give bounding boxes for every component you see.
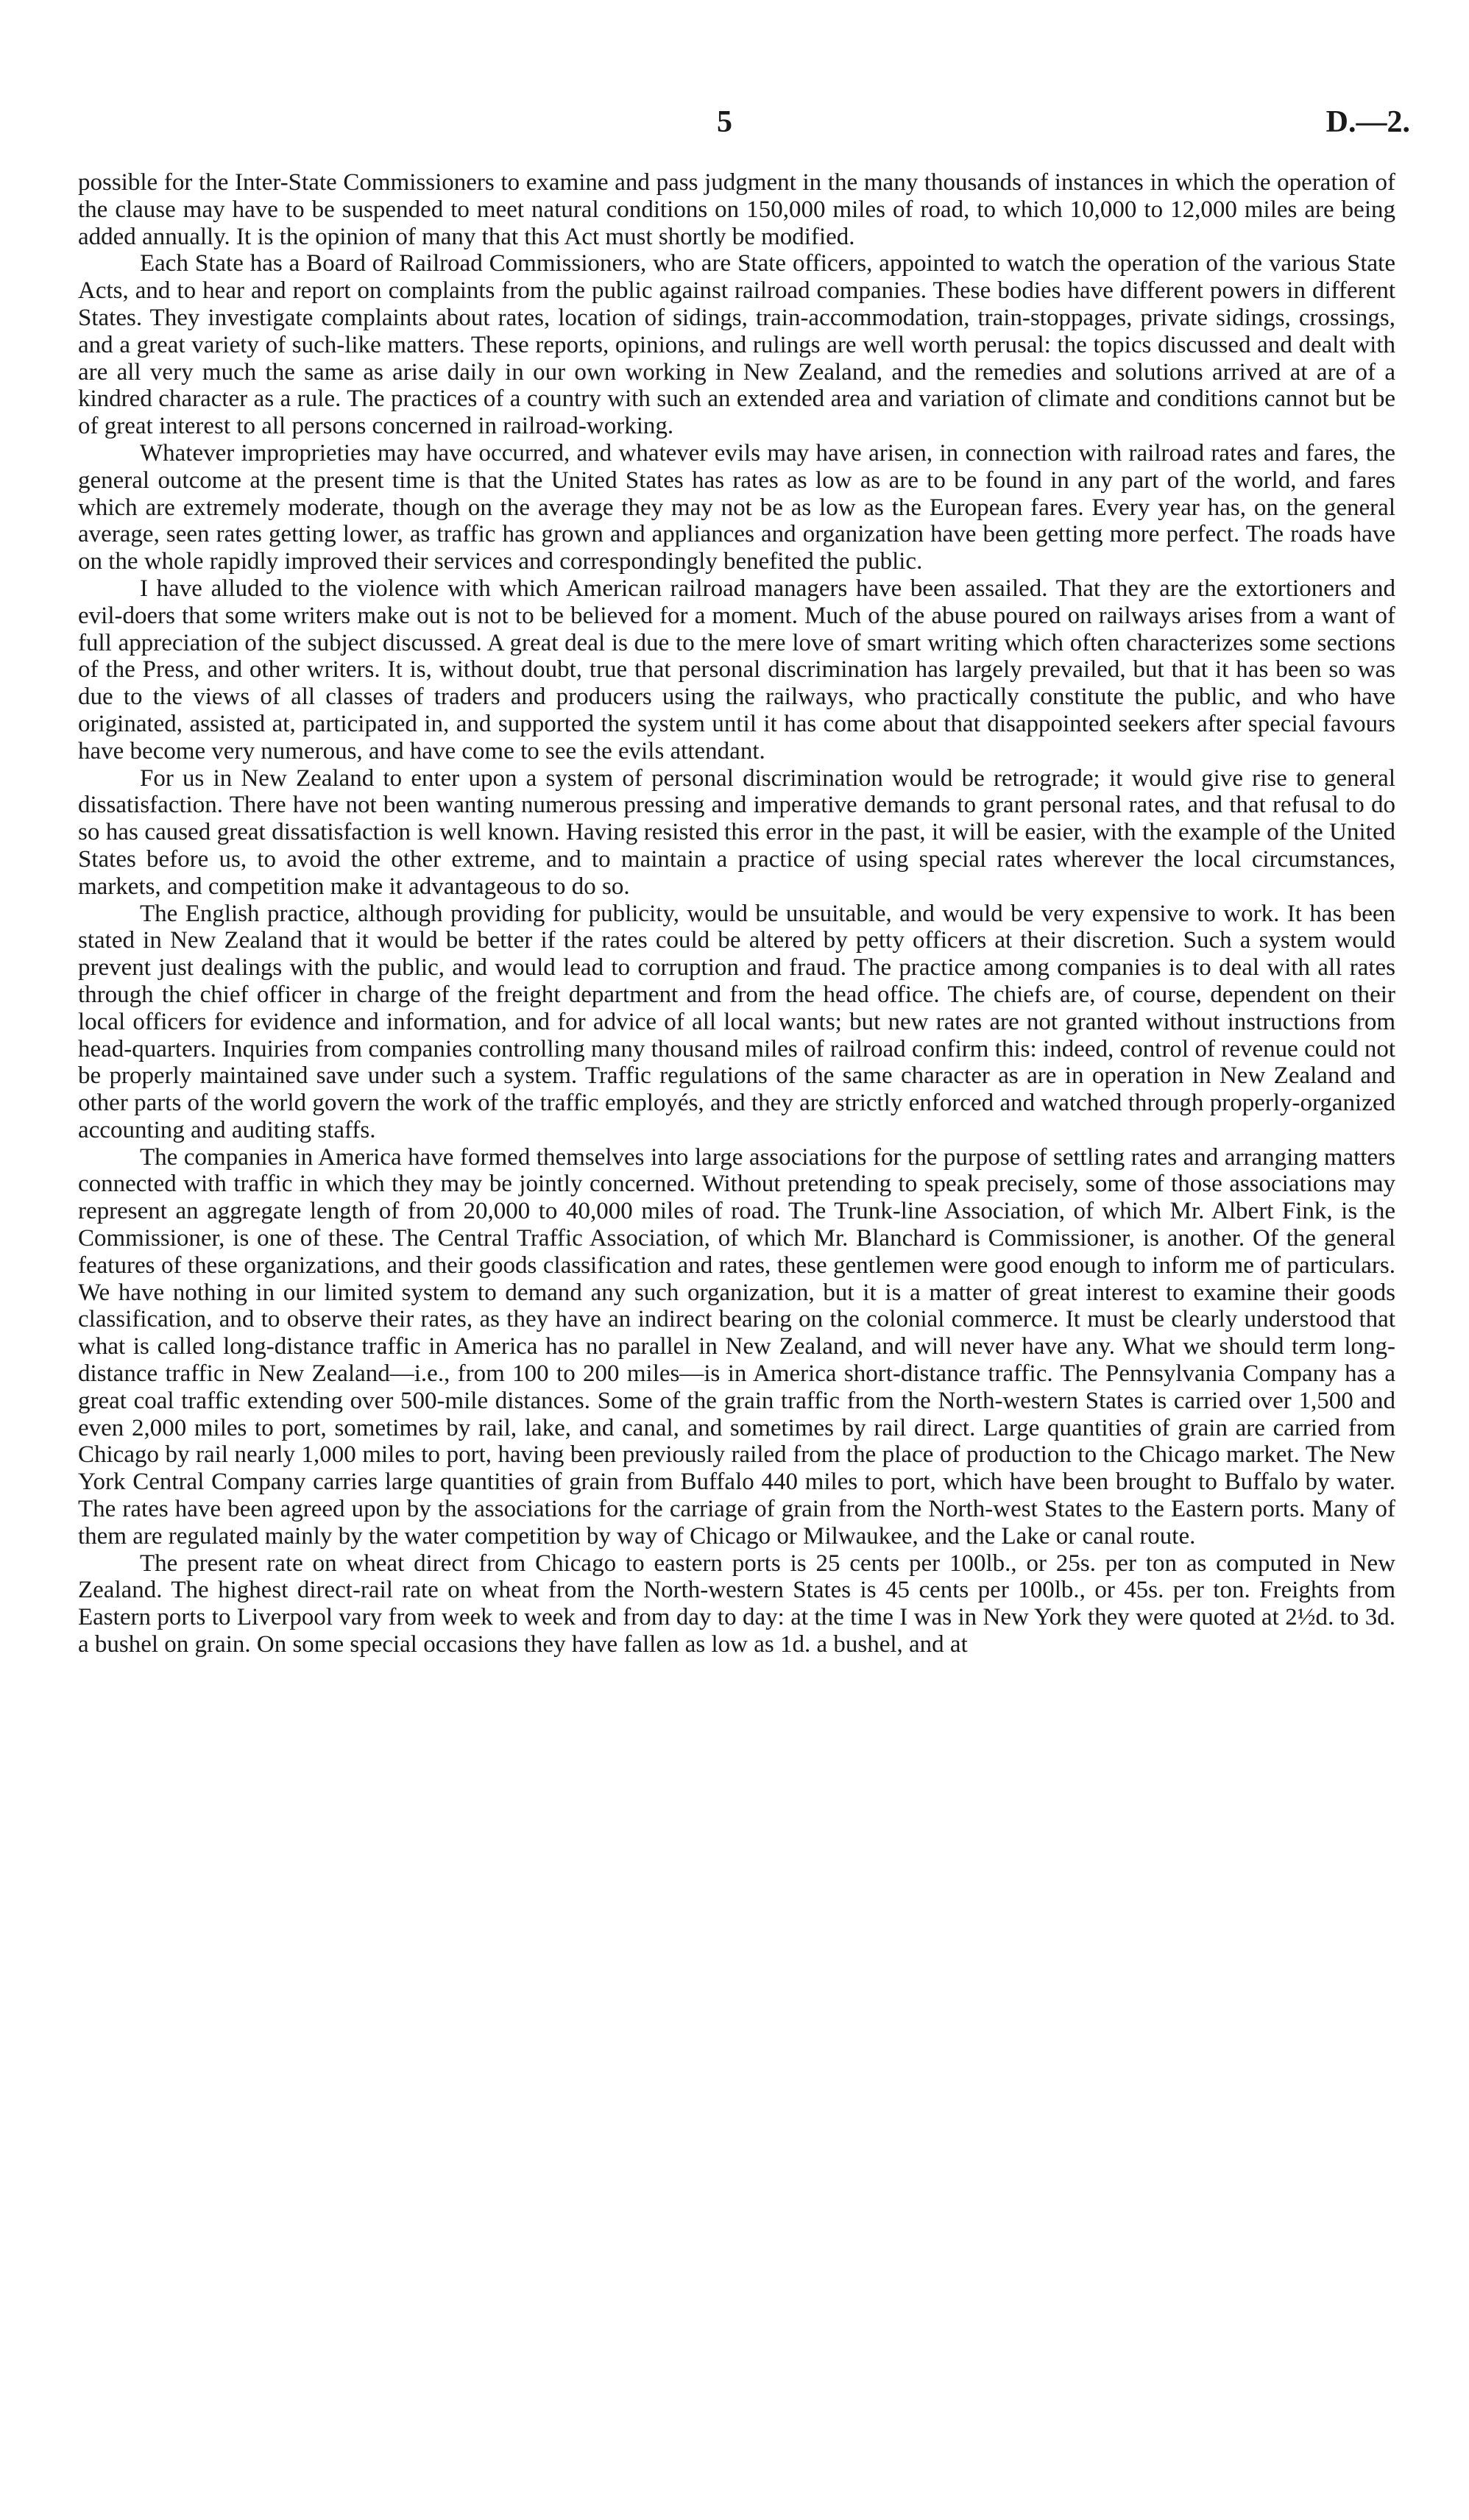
paragraph: Whatever improprieties may have occurred, and whatever evils may have arisen, in connection with railroad rates and fares, the general outcome at the present time is that the United States has rates as low as are to be found in any part of the world, and fares which are extremely moderate, though on the average they may not be as low as the European fares. Every year has, on the general average, seen rates getting lower, as traffic has grown and appliances and organization have been getting more perfect. The roads have on the whole rapidly improved their services and correspondingly benefited the public. <box>78 439 1395 575</box>
paragraph: The English practice, although providing for publicity, would be unsuitable, and would be very expensive to work. It has been stated in New Zealand that it would be better if the rates could be altered by petty officers at their discretion. Such a system would prevent just dealings with the public, and would lead to corruption and fraud. The practice among companies is to deal with all rates through the chief officer in charge of the freight department and from the head office. The chiefs are, of course, dependent on their local officers for evidence and information, and for advice of all local wants; but new rates are not granted without instructions from head-quarters. Inquiries from companies controlling many thousand miles of railroad confirm this: indeed, control of revenue could not be properly maintained save under such a system. Traffic regulations of the same character as are in operation in New Zealand and other parts of the world govern the work of the traffic employés, and they are strictly enforced and watched through properly-organized accounting and auditing staffs. <box>78 900 1395 1143</box>
page-number: 5 <box>717 105 732 139</box>
paragraph: For us in New Zealand to enter upon a system of personal discrimination would be retrograde; it would give rise to general dissatisfaction. There have not been wanting numerous pressing and imperative demands to grant personal rates, and that refusal to do so has caused great dissatisfaction is well known. Having resisted this error in the past, it will be easier, with the example of the United States before us, to avoid the other extreme, and to maintain a practice of using special rates wherever the local circumstances, markets, and competition make it advantageous to do so. <box>78 764 1395 900</box>
paragraph: possible for the Inter-State Commissioners to examine and pass judgment in the many thousands of instances in which the operation of the clause may have to be suspended to meet natural conditions on 150,000 miles of road, to which 10,000 to 12,000 miles are being added annually. It is the opinion of many that this Act must shortly be modified. <box>78 169 1395 250</box>
paragraph: Each State has a Board of Railroad Commissioners, who are State officers, appointed to watch the operation of the various State Acts, and to hear and report on complaints from the public against railroad companies. These bodies have different powers in different States. They investigate complaints about rates, location of sidings, train-accommodation, train-stoppages, private sidings, crossings, and a great variety of such-like matters. These reports, opinions, and rulings are well worth perusal: the topics discussed and dealt with are all very much the same as arise daily in our own working in New Zealand, and the remedies and solutions arrived at are of a kindred character as a rule. The practices of a country with such an extended area and variation of climate and conditions cannot but be of great interest to all persons concerned in railroad-working. <box>78 250 1395 440</box>
document-code: D.—2. <box>1325 105 1410 139</box>
page-header <box>0 100 1469 144</box>
paragraph: The companies in America have formed themselves into large associations for the purpose of settling rates and arranging matters connected with traffic in which they may be jointly concerned. Without pretending to speak precisely, some of those associations may represent an aggregate length of from 20,000 to 40,000 miles of road. The Trunk-line Association, of which Mr. Albert Fink, is the Commissioner, is one of these. The Central Traffic Association, of which Mr. Blanchard is Commissioner, is another. Of the general features of these organizations, and their goods classification and rates, these gentlemen were good enough to inform me of particulars. We have nothing in our limited system to demand any such organization, but it is a matter of great interest to examine their goods classification, and to observe their rates, as they have an indirect bearing on the colonial commerce. It must be clearly understood that what is called long-distance traffic in America has no parallel in New Zealand, and will never have any. What we should term long-distance traffic in New Zealand—i.e., from 100 to 200 miles—is in America short-distance traffic. The Pennsylvania Company has a great coal traffic extending over 500-mile distances. Some of the grain traffic from the North-western States is carried over 1,500 and even 2,000 miles to port, sometimes by rail, lake, and canal, and sometimes by rail direct. Large quantities of grain are carried from Chicago by rail nearly 1,000 miles to port, having been previously railed from the place of production to the Chicago market. The New York Central Company carries large quantities of grain from Buffalo 440 miles to port, which have been brought to Buffalo by water. The rates have been agreed upon by the associations for the carriage of grain from the North-west States to the Eastern ports. Many of them are regulated mainly by the water competition by way of Chicago or Milwaukee, and the Lake or canal route. <box>78 1143 1395 1550</box>
paragraph: The present rate on wheat direct from Chicago to eastern ports is 25 cents per 100lb., or 25s. per ton as computed in New Zealand. The highest direct-rail rate on wheat from the North-western States is 45 cents per 100lb., or 45s. per ton. Freights from Eastern ports to Liverpool vary from week to week and from day to day: at the time I was in New York they were quoted at 2½d. to 3d. a bushel on grain. On some special occasions they have fallen as low as 1d. a bushel, and at <box>78 1550 1395 1658</box>
paragraph: I have alluded to the violence with which American railroad managers have been assailed. That they are the extortioners and evil-doers that some writers make out is not to be believed for a moment. Much of the abuse poured on railways arises from a want of full appreciation of the subject discussed. A great deal is due to the mere love of smart writing which often characterizes some sections of the Press, and other writers. It is, without doubt, true that personal discrimination has largely prevailed, but that it has been so was due to the views of all classes of traders and producers using the railways, who practically constitute the public, and who have originated, assisted at, participated in, and supported the system until it has come about that disappointed seekers after special favours have become very numerous, and have come to see the evils attendant. <box>78 575 1395 764</box>
body-text <box>78 169 1395 1658</box>
